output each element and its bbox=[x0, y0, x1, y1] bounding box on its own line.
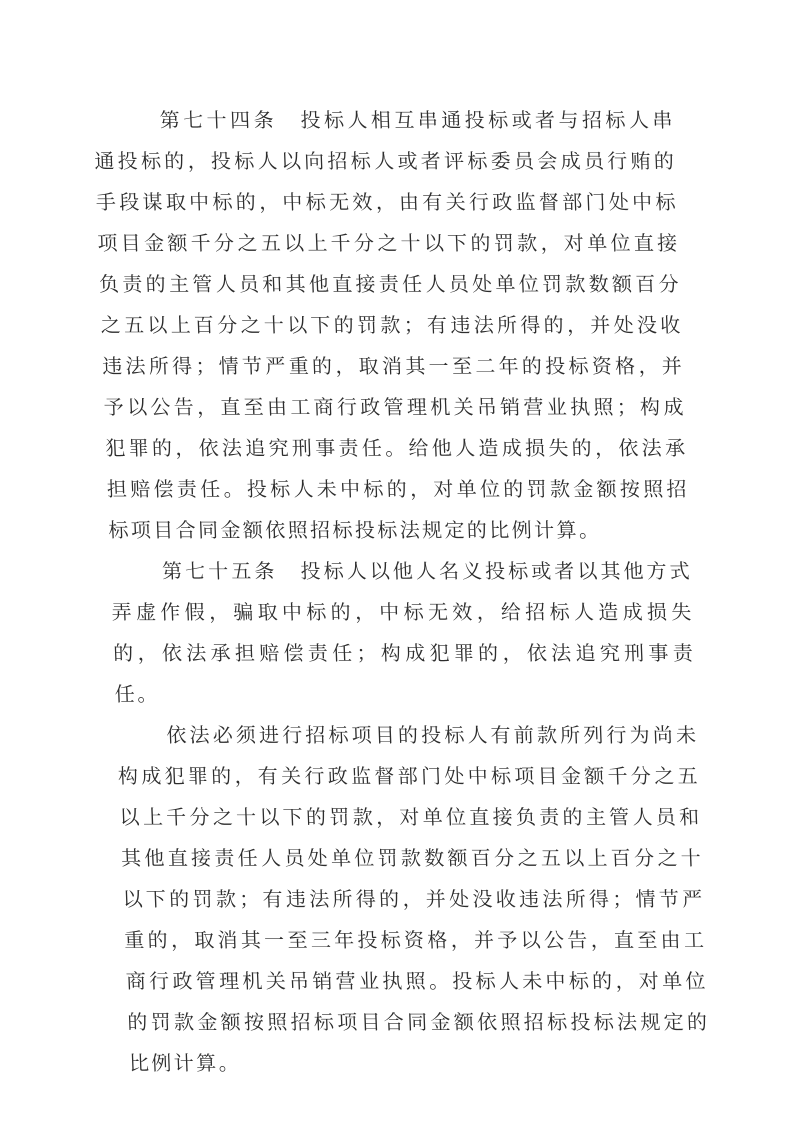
document-text-block bbox=[92, 101, 712, 1085]
paragraph-article-74: 第七十四条 投标人相互串通投标或者与招标人串通投标的，投标人以向招标人或者评标委员会成员行贿的手段谋取中标的，中标无效，由有关行政监督部门处中标项目金额千分之五以上千分之十以下的罚款，对单位直接负责的主管人员和其他直接责任人员处单位罚款数额百分之五以上百分之十以下的罚款；有违法所得的，并处没收违法所得；情节严重的，取消其一至二年的投标资格，并予以公告，直至由工商行政管理机关吊销营业执照；构成犯罪的，依法追究刑事责任。给他人造成损失的，依法承担赔偿责任。投标人未中标的，对单位的罚款金额按照招标项目合同金额依照招标投标法规定的比例计算。 bbox=[93, 110, 690, 542]
paragraph-article-75: 第七十五条 投标人以他人名义投标或者以其他方式弄虚作假，骗取中标的，中标无效，给招标人造成损失的，依法承担赔偿责任；构成犯罪的，依法追究刑事责任。 bbox=[111, 561, 696, 706]
paragraph-article-75-continuation: 依法必须进行招标项目的投标人有前款所列行为尚未构成犯罪的，有关行政监督部门处中标项目金额千分之五以上千分之十以下的罚款，对单位直接负责的主管人员和其他直接责任人员处单位罚款数额百分之五以上百分之十以下的罚款；有违法所得的，并处没收违法所得；情节严重的，取消其一至三年投标资格，并予以公告，直至由工商行政管理机关吊销营业执照。投标人未中标的，对单位的罚款金额按照招标项目合同金额依照招标投标法规定的比例计算。 bbox=[117, 725, 710, 1075]
